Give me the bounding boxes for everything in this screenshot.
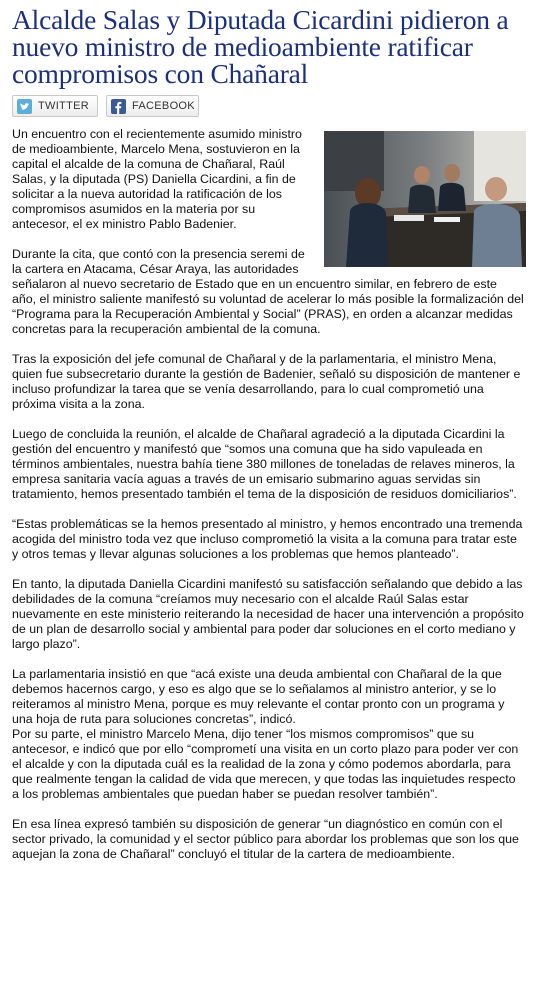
paragraph-1: Un encuentro con el recientemente asumido ministro de medioambiente, Marcelo Mena, sostuvieron en la capital el alcalde de la comuna de Chañaral, Raúl Salas, y la diputada (PS) Daniella Cicardini, a fin de solicitar a la nueva autoridad la ratificación de los compromisos asumidos en la materia por su antecesor, el ex ministro Pablo Badenier. [12,127,302,231]
paragraph-2: Durante la cita, que contó con la presencia seremi de la cartera en Atacama, César Araya, las autoridades señalaron al nuevo secretario de Estado que en un encuentro similar, en febrero de este año, el ministro saliente manifestó su voluntad de acelerar lo más posible la formalización del “Programa para la Recuperación Ambiental y Social” (PRAS), en orden a alcanzar medidas concretas para la recuperación ambiental de la comuna. [12,247,524,336]
share-bar [12,95,524,117]
paragraph-9: En esa línea expresó también su disposición de generar “un diagnóstico en común con el sector privado, la comunidad y el sector público para abordar los problemas que son los que aquejan la zona de Chañaral” concluyó el titular de la cartera de medioambiente. [12,817,519,861]
facebook-label: FACEBOOK [132,100,195,112]
article-body [12,127,524,862]
paragraph-3: Tras la exposición del jefe comunal de Chañaral y de la parlamentaria, el ministro Mena, quien fue subsecretario durante la gestión de Badenier, señaló su disposición de mantener e incluso profundizar la tarea que se venía desarrollando, para lo cual comprometió una próxima visita a la zona. [12,352,521,411]
facebook-f-icon [111,99,126,114]
twitter-share-button[interactable] [12,95,98,117]
meeting-photo [324,131,526,267]
article-title: Alcalde Salas y Diputada Cicardini pidieron a nuevo ministro de medioambiente ratificar compromisos con Chañaral [12,4,509,89]
facebook-share-button[interactable] [106,95,199,117]
paragraph-6: En tanto, la diputada Daniella Cicardini manifestó su satisfacción señalando que debido a las debilidades de la comuna “creíamos muy necesario con el alcalde Raúl Salas estar nuevamente en este ministerio reiterando la necesidad de hacer una intervención a propósito de un plan de desarrollo social y ambiental para poder dar soluciones en el corto mediano y largo plazo”. [12,577,524,651]
paragraph-4: Luego de concluida la reunión, el alcalde de Chañaral agradeció a la diputada Cicardini la gestión del encuentro y manifestó que “somos una comuna que ha sido vapuleada en términos ambientales, nuestra bahía tiene 380 millones de toneladas de relaves mineros, la empresa sanitaria vacía aguas a través de un emisario submarino aguas servidas sin tratamiento, hemos presentado también el tema de la disposición de residuos domiciliarios”. [12,427,517,501]
paragraph-5: “Estas problemáticas se la hemos presentado al ministro, y hemos encontrado una tremenda acogida del ministro toda vez que incluso comprometió la visita a la comuna para tratar este y otros temas y llevar algunas soluciones a los problemas que hemos planteado”. [12,517,523,561]
twitter-bird-icon [17,99,32,114]
paragraph-8: Por su parte, el ministro Marcelo Mena, dijo tener “los mismos compromisos” que su antecesor, e indicó que por ello “comprometí una visita en un corto plazo para poder ver con el alcalde y con la diputada cuál es la realidad de la zona y cómo podemos abordarla, para que realmente tengan la calidad de vida que merecen, y que todas las inquietudes respecto a los problemas ambientales que puedan haber se puedan resolver también”. [12,727,519,801]
twitter-label: TWITTER [38,100,89,112]
paragraph-7: La parlamentaria insistió en que “acá existe una deuda ambiental con Chañaral de la que debemos hacernos cargo, y eso es algo que se lo señalamos al ministro anterior, y se lo reiteramos al ministro Mena, porque es muy relevante el contar pronto con un programa y una hoja de ruta para soluciones concretas”, indicó. [12,667,505,726]
